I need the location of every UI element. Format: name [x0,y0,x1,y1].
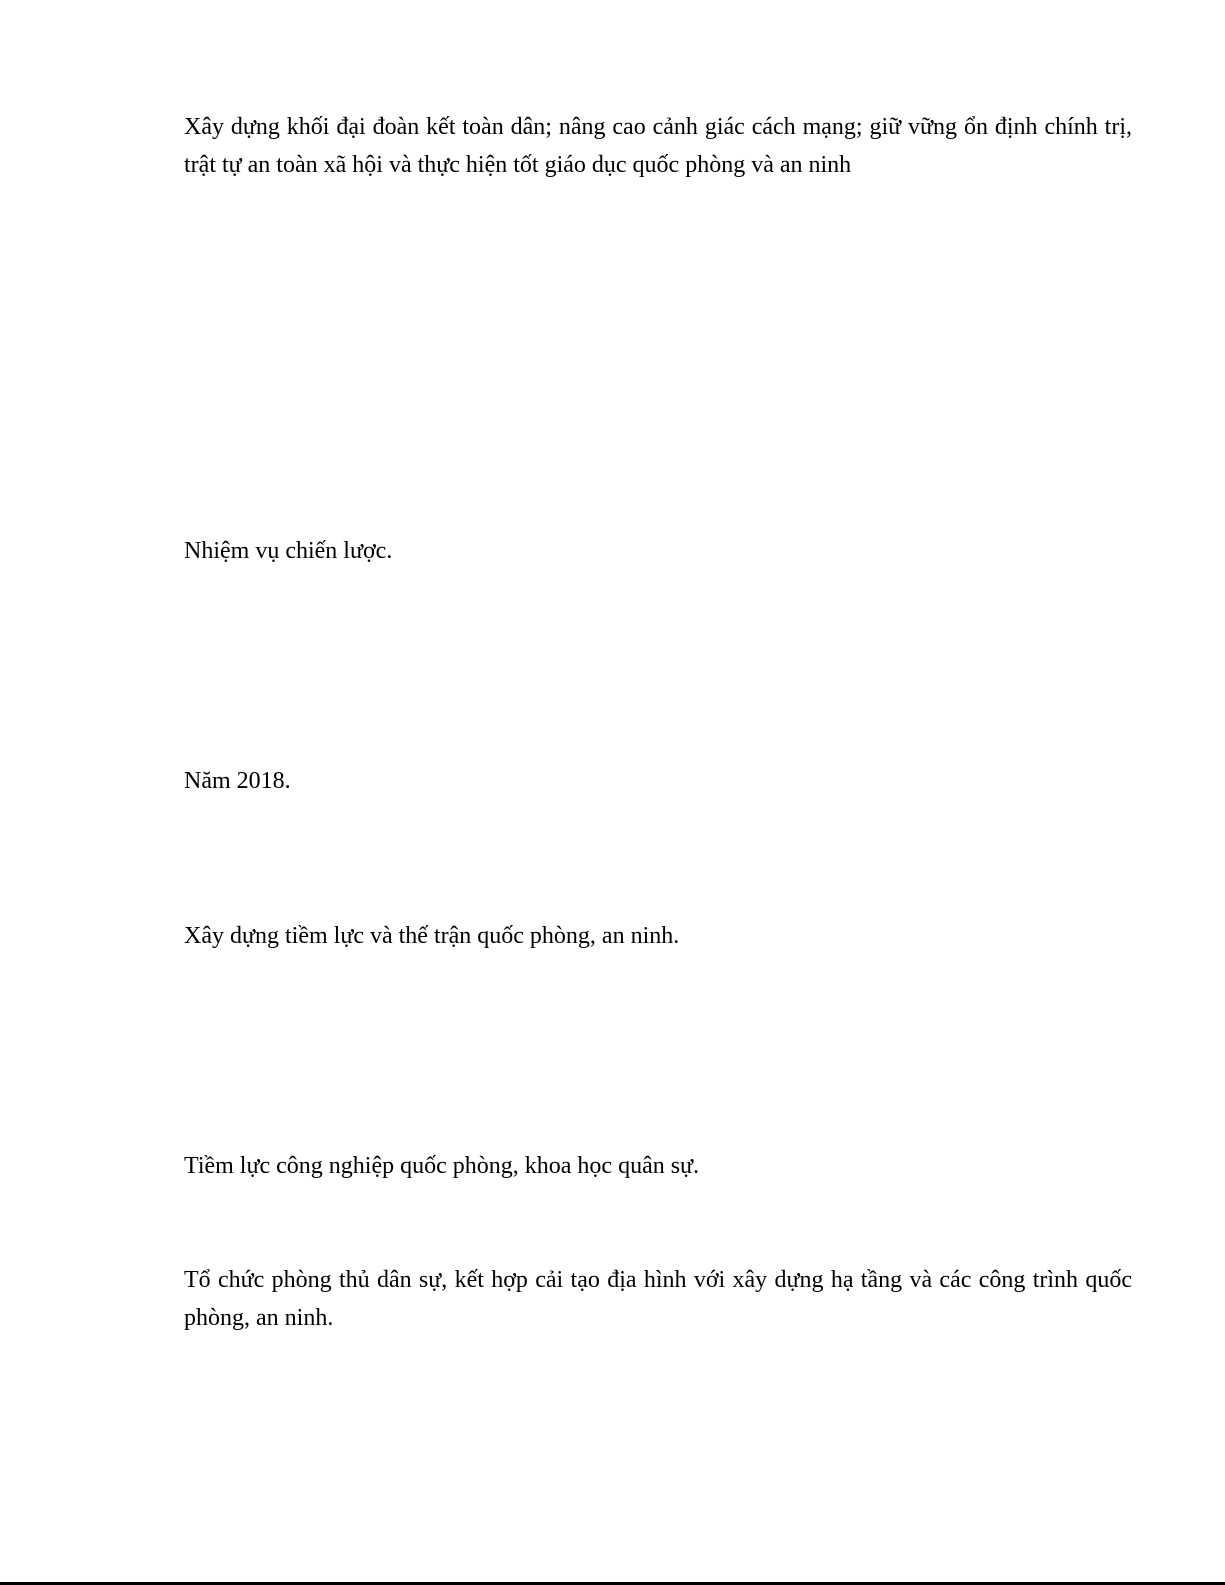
paragraph-defense-potential: Xây dựng tiềm lực và thế trận quốc phòng, an ninh. [184,923,680,949]
paragraph-civil-defense: Tổ chức phòng thủ dân sự, kết hợp cải tạo địa hình với xây dựng hạ tầng và các công trình quốc phòng, an ninh. [184,1267,1132,1331]
paragraph-year: Năm 2018. [184,768,291,794]
paragraph-strategic-task: Nhiệm vụ chiến lược. [184,538,393,564]
paragraph-national-unity: Xây dựng khối đại đoàn kết toàn dân; nâng cao cảnh giác cách mạng; giữ vững ổn định chính trị, trật tự an toàn xã hội và thực hiện tốt giáo dục quốc phòng và an ninh [184,114,1132,178]
paragraph-defense-industry: Tiềm lực công nghiệp quốc phòng, khoa học quân sự. [184,1153,700,1179]
